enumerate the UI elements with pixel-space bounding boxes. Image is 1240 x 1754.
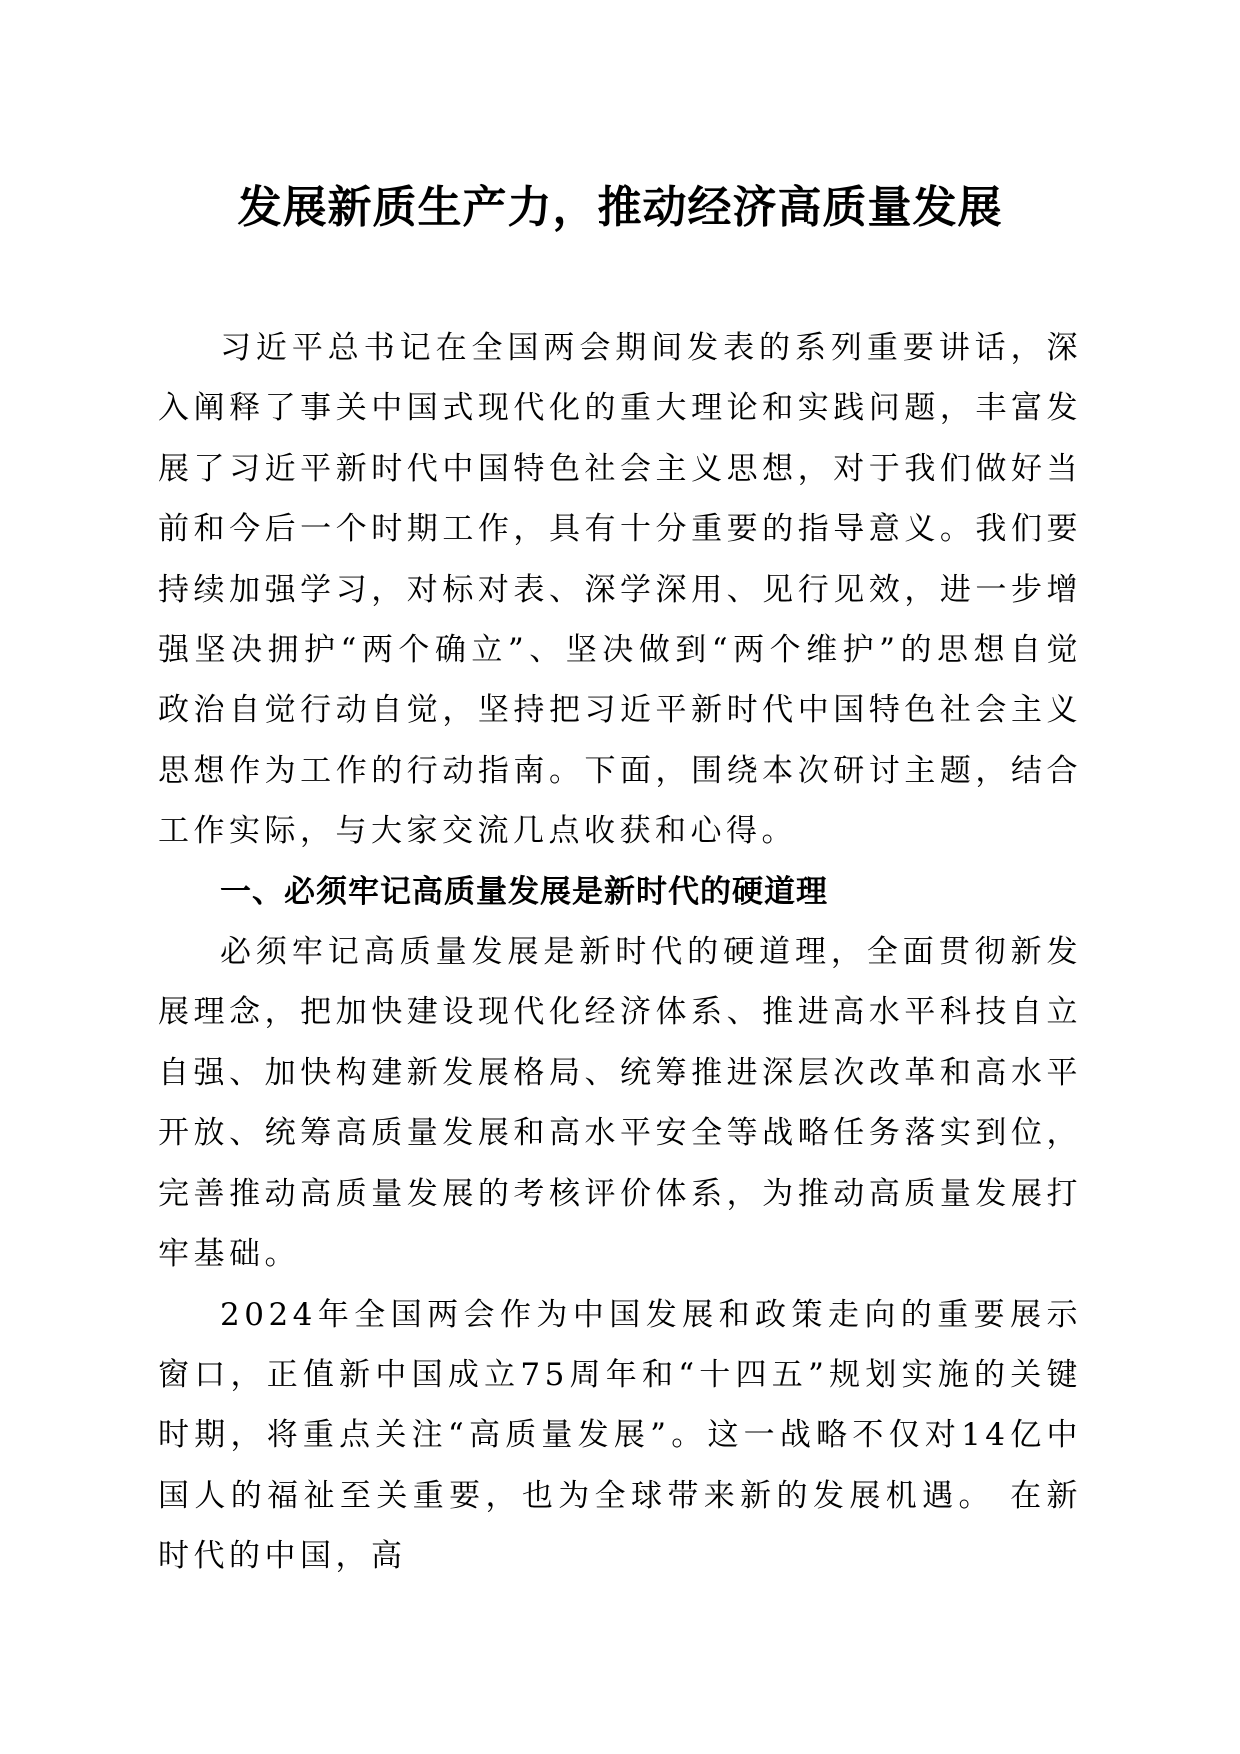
- section-heading: 一、必须牢记高质量发展是新时代的硬道理: [220, 873, 828, 910]
- intro-paragraph: 习近平总书记在全国两会期间发表的系列重要讲话，深入阐释了事关中国式现代化的重大理论和实践问题，丰富发展了习近平新时代中国特色社会主义思想，对于我们做好当前和今后一个时期工作，具有十分重要的指导意义。我们要持续加强学习，对标对表、深学深用、见行见效，进一步增强坚决拥护“两个确立”、坚决做到“两个维护”的思想自觉政治自觉行动自觉，坚持把习近平新时代中国特色社会主义思想作为工作的行动指南。下面，围绕本次研讨主题，结合工作实际，与大家交流几点收获和心得。: [158, 330, 1082, 850]
- document-title: 发展新质生产力，推动经济高质量发展: [237, 182, 1003, 233]
- document-body: [158, 318, 1082, 1587]
- section-paragraph-2: 2024年全国两会作为中国发展和政策走向的重要展示窗口，正值新中国成立75周年和“十四五”规划实施的关键时期，将重点关注“高质量发展”。这一战略不仅对14亿中国人的福祉至关重要，也为全球带来新的发展机遇。 在新时代的中国，高: [158, 1296, 1082, 1575]
- section-paragraph-1: 必须牢记高质量发展是新时代的硬道理，全面贯彻新发展理念，把加快建设现代化经济体系、推进高水平科技自立自强、加快构建新发展格局、统筹推进深层次改革和高水平开放、统筹高质量发展和高水平安全等战略任务落实到位，完善推动高质量发展的考核评价体系，为推动高质量发展打牢基础。: [158, 934, 1082, 1273]
